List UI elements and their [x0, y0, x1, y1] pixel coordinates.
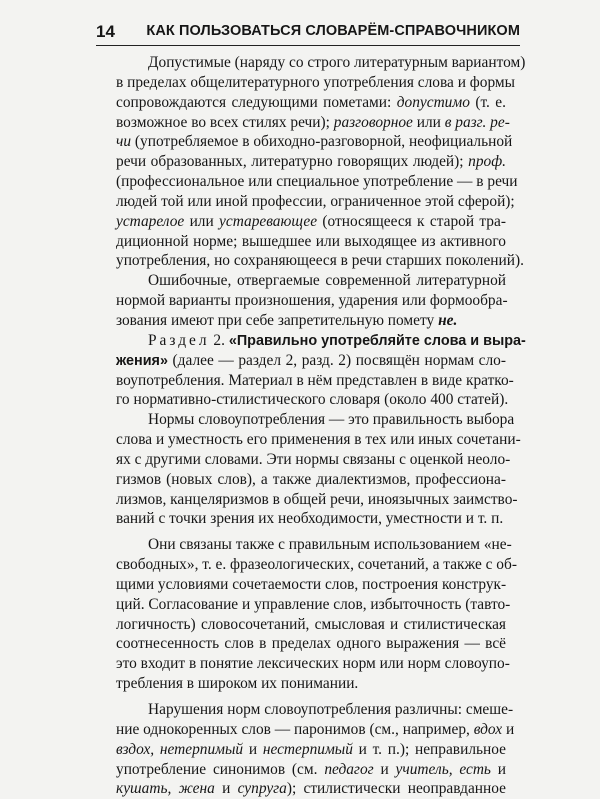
text-run: (далее — раздел 2, разд. 2) посвящён нормам сло- [172, 351, 506, 369]
text-run: возможное во всех стилях речи); [116, 113, 330, 131]
page-number: 14 [96, 22, 115, 41]
text-line: ций. Согласование и управление слов, избыточность (тавто- [116, 595, 511, 613]
text-line: щими условиями сочетаемости слов, построения конструк- [116, 575, 507, 593]
text-run: и [497, 760, 507, 778]
example-pedagog: педагог [324, 760, 374, 778]
text-line: ваний с точки зрения их необходимости, уместности и т. п. [116, 510, 504, 528]
text-run: и [222, 780, 231, 798]
text-line: Допустимые (наряду со строго литературным вариантом) [148, 54, 526, 71]
text-run: и [380, 760, 389, 778]
text-line: Нарушения норм словоупотребления различны: смеше- [148, 701, 514, 718]
text-line [116, 152, 506, 172]
page-header [96, 21, 520, 46]
paragraph-erroneous [116, 271, 506, 331]
example-uchitel-est: учитель, есть [395, 760, 491, 778]
example-vdokh: вдох [473, 720, 503, 738]
text-run: сопровождаются следующими пометами: [116, 93, 392, 111]
paragraph-permissible [116, 53, 526, 271]
section-title-end: жения» [116, 352, 168, 369]
text-line: Ошибочные, отвергаемые современной литературной [148, 272, 506, 290]
mark-dopustimo: допустимо [396, 93, 470, 111]
text-line: лизмов, канцеляризмов в общей речи, иноязычных заимство- [116, 490, 518, 508]
paragraph-phraseology [116, 535, 517, 694]
mark-razgovornoe: разговорное [333, 113, 413, 131]
text-line: гизмов (новых слов), а также диалектизмов, профессиона- [116, 470, 506, 488]
text-line [116, 720, 515, 740]
text-run: речи образованных, литературно говорящих людей); [116, 153, 464, 171]
text-run: (употребляемое в обиходно-разговорной, неофициальной [134, 133, 513, 151]
text-line: го нормативно-стилистического словаря (около 400 статей). [116, 391, 509, 409]
text-run: или [189, 212, 214, 230]
section-label: Раздел [148, 331, 210, 349]
body-text [116, 53, 526, 799]
section-title: «Правильно употребляйте слова и выра- [228, 332, 526, 349]
text-line [116, 93, 506, 113]
text-line: (профессиональное или специальное употребление — в речи [116, 173, 518, 191]
text-run: употребление синонимов (см. [116, 760, 318, 778]
mark-ne: не. [438, 311, 458, 329]
text-line: соотнесенность слов в пределах одного выражения — всё [116, 635, 506, 653]
text-line [116, 779, 506, 799]
text-line [116, 212, 506, 232]
paragraph-section-2 [116, 331, 526, 410]
mark-ustarevayushchee: устаревающее [219, 212, 318, 230]
text-run: зования имеют при себе запретительную помету [116, 311, 435, 329]
text-line [116, 132, 513, 152]
text-run: (т. е. [475, 93, 506, 111]
text-line: свободных», т. е. фразеологических, сочетаний, а также с об- [116, 556, 517, 574]
text-line: ях с другими словами. Эти нормы связаны с оценкой неоло- [116, 450, 511, 468]
mark-prof: проф. [468, 153, 506, 171]
section-number: 2. [213, 331, 225, 349]
text-line: воупотребления. Материал в нём представлен в виде кратко- [116, 371, 514, 389]
mark-ustareloe: устарелое [116, 212, 185, 230]
text-line: это входит в понятие лексических норм или норм словоупо- [116, 655, 510, 673]
text-run: и [248, 740, 258, 758]
text-line: Нормы словоупотребления — это правильность выбора [148, 411, 515, 429]
running-title: КАК ПОЛЬЗОВАТЬСЯ СЛОВАРЁМ-СПРАВОЧНИКОМ [146, 23, 520, 39]
text-run: и т. п.); неправильное [358, 740, 506, 758]
text-line [116, 760, 506, 780]
text-run: ); стилистически неоправданное [286, 780, 506, 798]
text-line: Они связаны также с правильным использованием «не- [148, 536, 512, 554]
mark-v-razg-rechi: в разг. ре- [444, 113, 510, 131]
text-line [116, 331, 526, 351]
text-line: людей той или иной профессии, ограниченное этой сферой); [116, 192, 515, 210]
text-run: или [416, 113, 441, 131]
text-line: требления в широком их понимании. [116, 675, 359, 693]
text-run: ние однокоренных слов — паронимов (см., например, [116, 720, 470, 738]
text-line: употребления, но сохраняющееся в речи старших поколений). [116, 252, 524, 270]
example-kushat-zhena: кушать, жена [116, 780, 215, 798]
text-line: в пределах общелитературного употребления слова и формы [116, 73, 515, 91]
text-line [116, 113, 510, 133]
text-line [116, 311, 506, 331]
example-nesterpimy: нестерпимый [262, 740, 353, 758]
mark-v-razg-rechi-end: чи [116, 133, 132, 151]
text-line: логичность) словосочетаний, смысловая и стилистическая [116, 615, 506, 633]
text-line: нормой варианты произношения, ударения или формообра- [116, 292, 508, 310]
example-supruga: супруга [237, 780, 287, 798]
paragraph-usage-norms [116, 410, 521, 529]
example-vzdokh-neterpimy: вздох, нетерпимый [116, 740, 244, 758]
text-line: диционной норме; вышедшее или выходящее из активного [116, 232, 506, 250]
text-line: слова и уместность его применения в тех или иных сочетани- [116, 431, 521, 449]
text-line [116, 351, 506, 371]
text-run: (относящееся к старой тра- [322, 212, 506, 230]
text-run: и [506, 720, 515, 738]
